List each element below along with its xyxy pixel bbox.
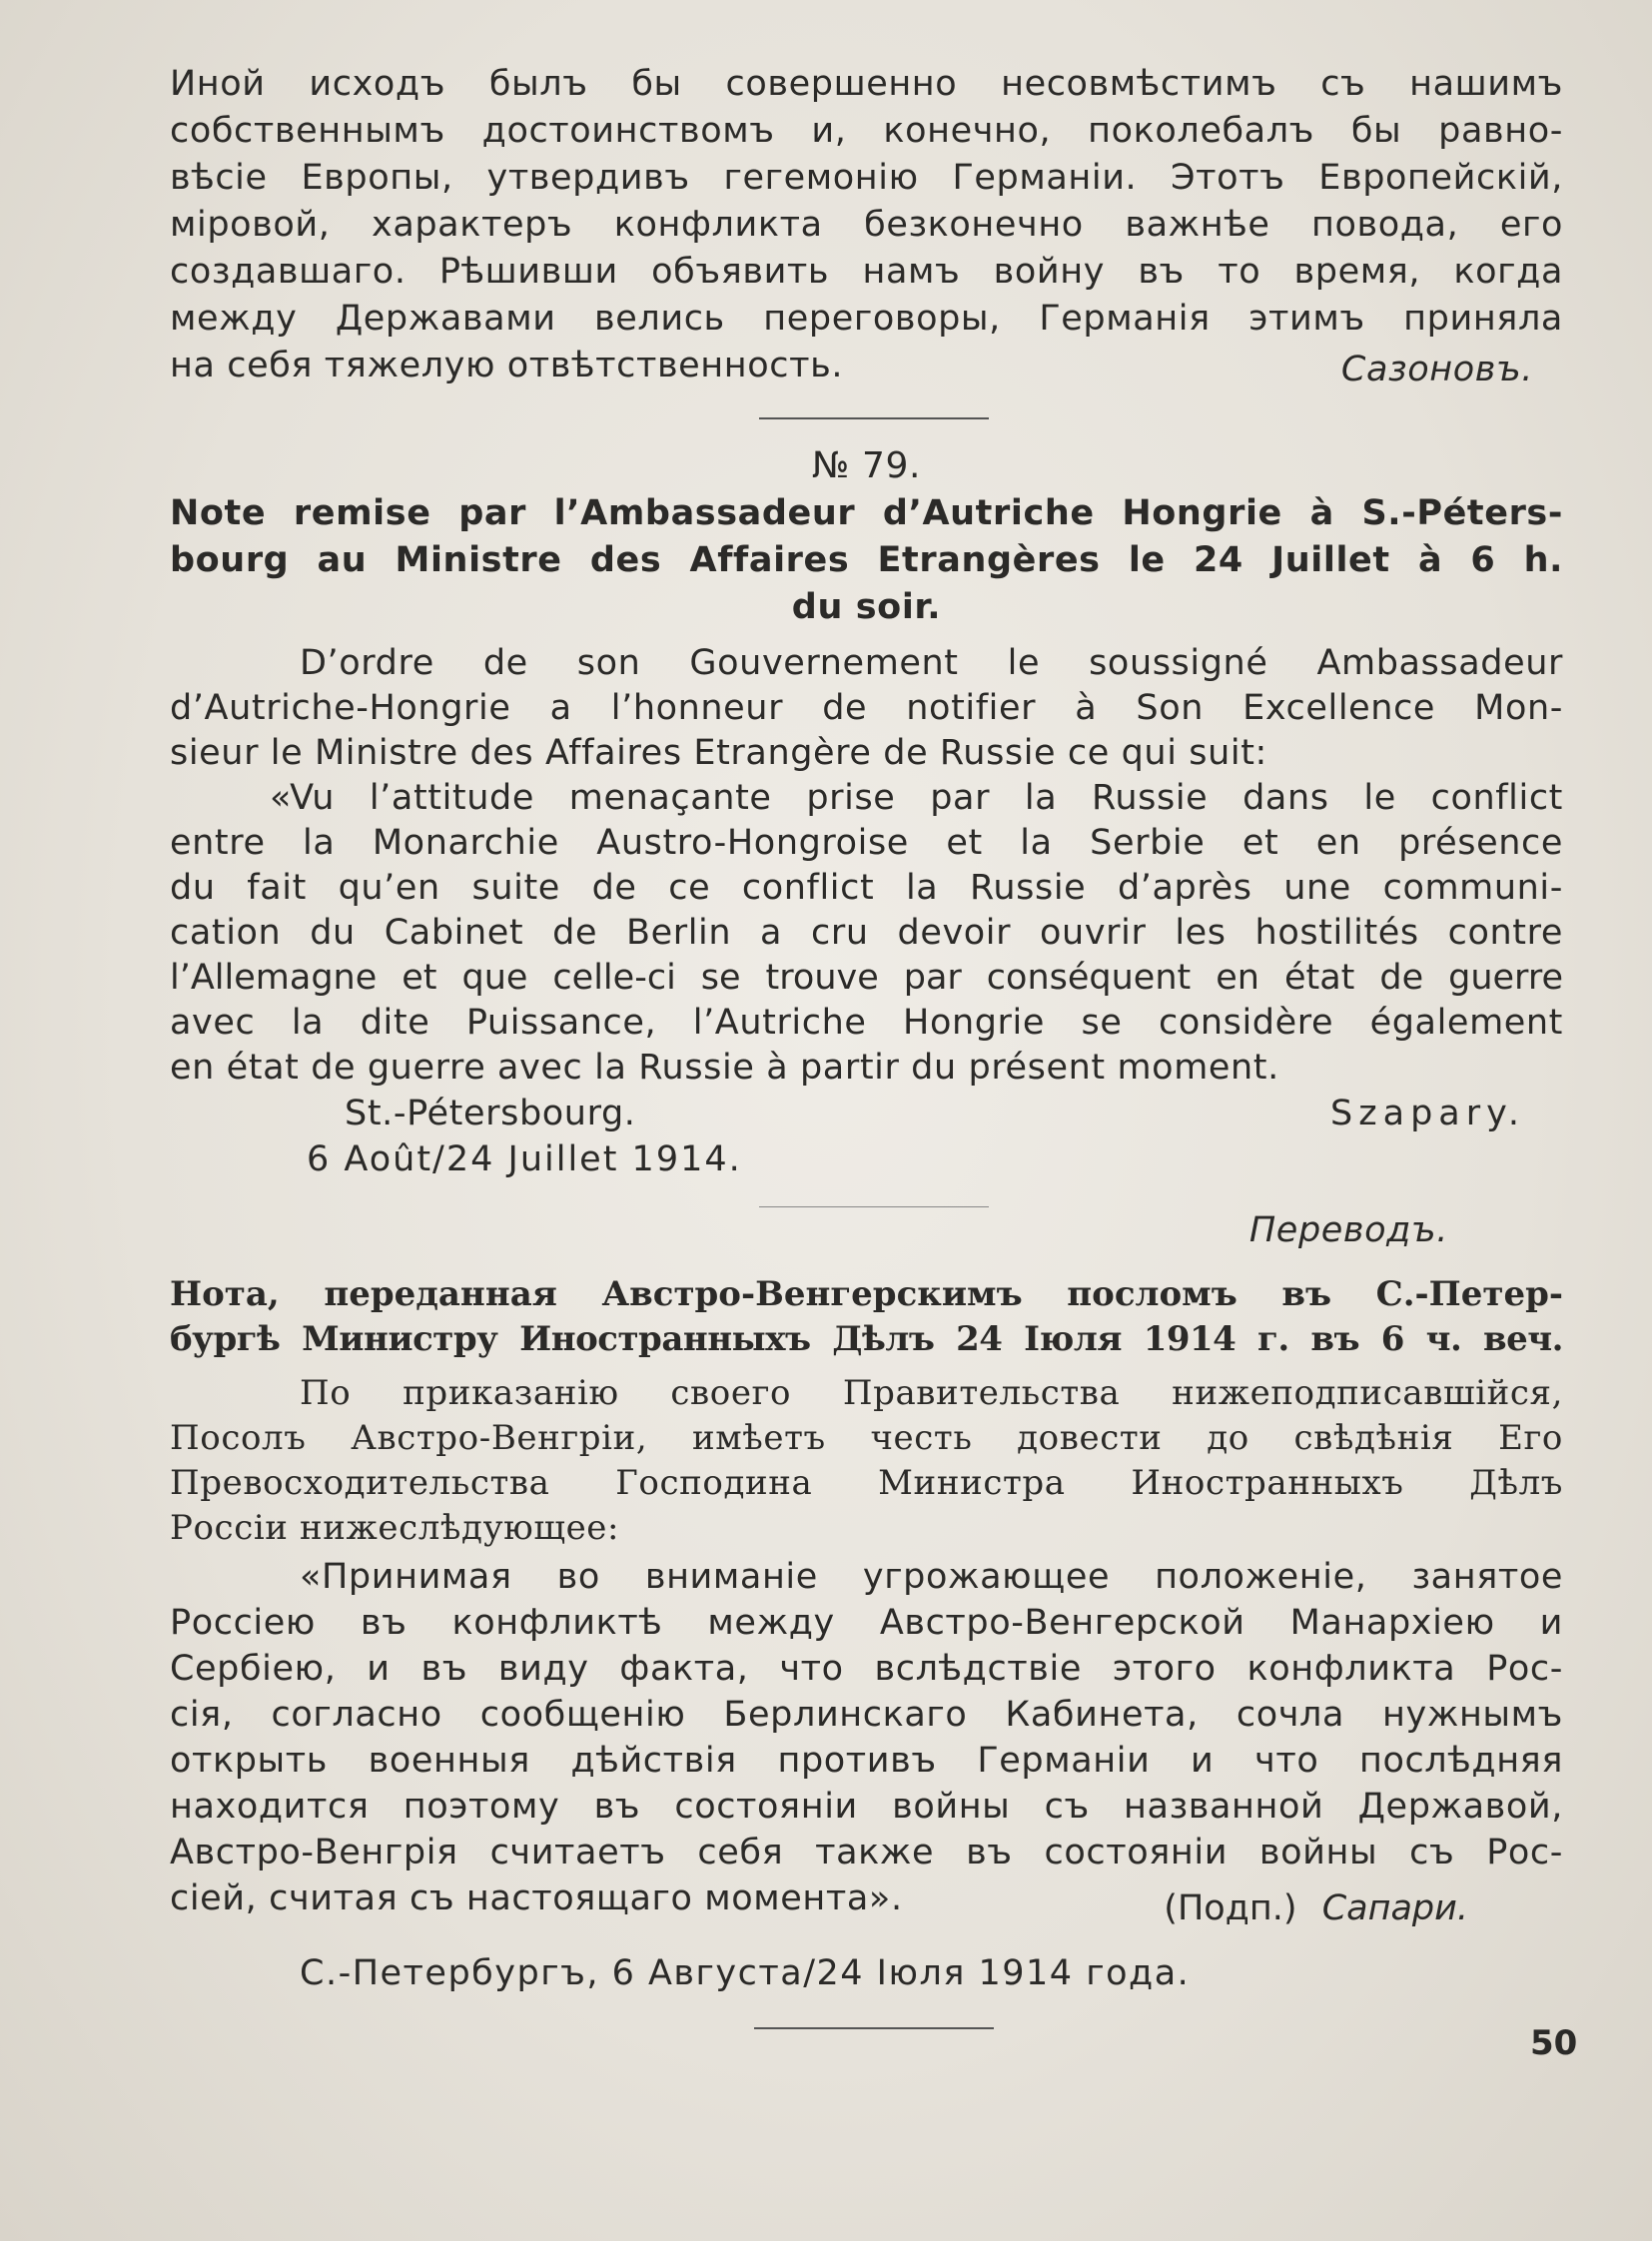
text-line: sieur le Ministre des Affaires Etrangère de Russie ce qui suit: xyxy=(170,733,1267,773)
signatory-sapari: Сапари. xyxy=(1321,1888,1468,1928)
text-line: avec la dite Puissance, l’Autriche Hongrie se considère également xyxy=(170,1003,1563,1043)
translation-title-line: бургѣ Министру Иностранныхъ Дѣлъ 24 Іюля 1914 г. въ 6 ч. веч. xyxy=(170,1319,1563,1359)
text-line: Посолъ Австро-Венгріи, имѣетъ честь довести до свѣдѣнія Его xyxy=(170,1418,1563,1458)
text-line: Сербіею, и въ виду факта, что вслѣдствіе этого конфликта Рос- xyxy=(170,1649,1563,1689)
text-line: «Принимая во вниманіе угрожающее положеніе, занятое xyxy=(300,1557,1563,1597)
document-title-line: bourg au Ministre des Affaires Etrangères le 24 Juillet à 6 h. xyxy=(170,540,1563,580)
text-line: du fait qu’en suite de ce conflict la Russie d’après une communi- xyxy=(170,868,1563,908)
document-title-line: Note remise par l’Ambassadeur d’Autriche Hongrie à S.-Péters- xyxy=(170,493,1563,533)
text-line: d’Autriche-Hongrie a l’honneur de notifier à Son Excellence Mon- xyxy=(170,688,1563,728)
text-line: сіей, считая съ настоящаго момента». xyxy=(170,1878,903,1918)
section-divider xyxy=(759,417,989,419)
text-line: Превосходительства Господина Министра Иностранныхъ Дѣлъ xyxy=(170,1463,1563,1503)
place-date-line: С.-Петербургъ, 6 Августа/24 Іюля 1914 года. xyxy=(300,1953,1191,1993)
document-title-line: du soir. xyxy=(791,587,942,627)
page-number: 50 xyxy=(1530,2023,1578,2063)
text-line: создавшаго. Рѣшивши объявить намъ войну въ то время, когда xyxy=(170,252,1563,292)
text-line: D’ordre de son Gouvernement le soussigné Ambassadeur xyxy=(300,643,1563,683)
signed-label: (Подп.) xyxy=(1164,1888,1297,1928)
text-line: открыть военныя дѣйствія противъ Германіи и что послѣдняя xyxy=(170,1741,1563,1781)
translation-title-line: Нота, переданная Австро-Венгерскимъ посломъ въ С.-Петер- xyxy=(170,1274,1563,1314)
signature-block xyxy=(1164,1886,1468,1930)
text-line: Россіею въ конфликтѣ между Австро-Венгерской Манархіею и xyxy=(170,1603,1563,1643)
text-line: Иной исходъ былъ бы совершенно несовмѣстимъ съ нашимъ xyxy=(170,64,1563,104)
text-line: По приказанію своего Правительства нижеподписавшійся, xyxy=(300,1373,1563,1413)
text-line: сія, согласно сообщенію Берлинскаго Кабинета, сочла нужнымъ xyxy=(170,1695,1563,1735)
text-line: вѣсіе Европы, утвердивъ гегемонію Германіи. Этотъ Европейскій, xyxy=(170,158,1563,198)
place-line: St.-Pétersbourg. xyxy=(345,1094,636,1133)
date-line: 6 Août/24 Juillet 1914. xyxy=(307,1139,742,1179)
text-line: Россіи нижеслѣдующее: xyxy=(170,1508,620,1548)
text-line: міровой, характеръ конфликта безконечно важнѣе повода, его xyxy=(170,205,1563,245)
section-divider xyxy=(759,1206,989,1207)
signatory-szapary: Szapary. xyxy=(1330,1094,1525,1133)
section-divider xyxy=(754,2027,994,2029)
text-line: entre la Monarchie Austro-Hongroise et la Serbie et en présence xyxy=(170,823,1563,863)
text-line: l’Allemagne et que celle-ci se trouve par conséquent en état de guerre xyxy=(170,958,1563,998)
text-line: cation du Cabinet de Berlin a cru devoir ouvrir les hostilités contre xyxy=(170,913,1563,953)
text-line: между Державами велись переговоры, Германія этимъ приняла xyxy=(170,299,1563,339)
document-number: № 79. xyxy=(811,445,922,486)
text-line: находится поэтому въ состояніи войны съ названной Державой, xyxy=(170,1787,1563,1827)
text-line: en état de guerre avec la Russie à partir du présent moment. xyxy=(170,1048,1279,1088)
text-line: на себя тяжелую отвѣтственность. xyxy=(170,346,844,385)
translation-heading: Переводъ. xyxy=(1248,1210,1448,1250)
text-line: Австро-Венгрія считаетъ себя также въ состояніи войны съ Рос- xyxy=(170,1833,1563,1872)
text-line: «Vu l’attitude menaçante prise par la Russie dans le conflict xyxy=(270,778,1563,818)
text-line: собственнымъ достоинствомъ и, конечно, поколебалъ бы равно- xyxy=(170,111,1563,151)
signature-sazonov: Сазоновъ. xyxy=(1340,350,1533,389)
